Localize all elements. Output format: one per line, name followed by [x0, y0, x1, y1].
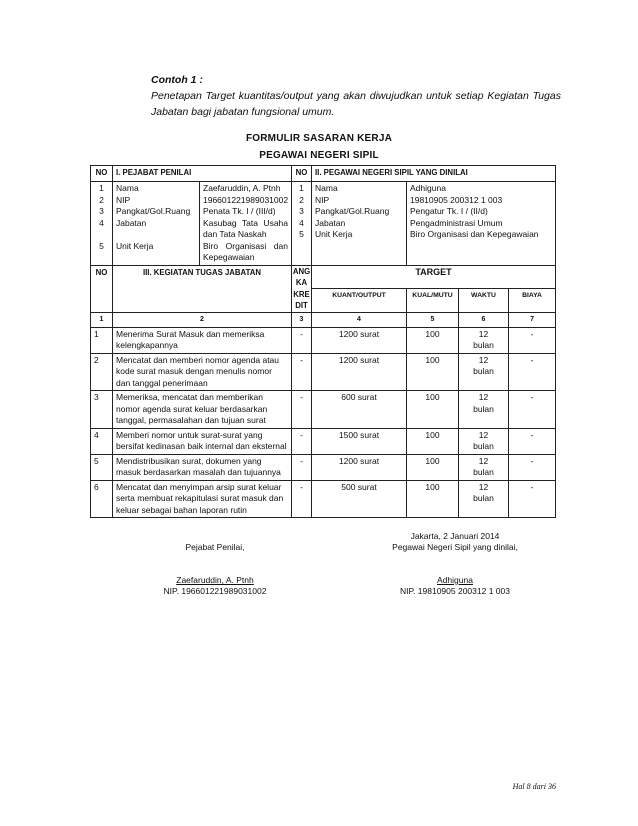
activity-row: 3 Memeriksa, mencatat dan memberikan nomor agenda surat keluar berdasarkan tanggal, permasalahan dan tujuan surat - 600 surat 100 12 bulan -	[91, 391, 556, 429]
sasaran-kerja-table	[90, 165, 556, 518]
dinilai-values	[407, 182, 556, 266]
dinilai-jabatan: Pengadministrasi Umum	[410, 217, 503, 228]
header-no-left: NO	[91, 166, 113, 182]
activity-description: Memberi nomor untuk surat-surat yang bersifat kedinasan baik internal dan eksternal	[113, 428, 292, 454]
pns-dinilai-title: Pegawai Negeri Sipil yang dinilai,	[392, 542, 518, 552]
dinilai-pangkat: Pengatur Tk. I / (II/d)	[410, 206, 488, 216]
form-title: FORMULIR SASARAN KERJA	[245, 133, 393, 144]
intro-body: Penetapan Target kuantitas/output yang akan diwujudkan untuk setiap Kegiatan Tugas Jabatan bagi jabatan fungsional umum.	[151, 90, 561, 118]
intro-section	[151, 72, 561, 120]
activity-description: Memeriksa, mencatat dan memberikan nomor agenda surat keluar berdasarkan tanggal, permasalahan dan tujuan surat	[113, 391, 292, 429]
page-number: Hal 8 dari 36	[512, 782, 556, 791]
activity-row: 5 Mendistribusikan surat, dokumen yang masuk berdasarkan masalah dan tujuannya - 1200 surat 100 12 bulan -	[91, 454, 556, 480]
column-number-row: 1 2 3 4 5 6 7	[91, 312, 556, 327]
activity-header-kegiatan: III. KEGIATAN TUGAS JABATAN	[113, 265, 292, 312]
subheader-kual: KUAL/MUTU	[407, 289, 459, 313]
header-row	[91, 166, 556, 182]
activity-description: Menerima Surat Masuk dan memeriksa kelengkapannya	[113, 327, 292, 353]
activity-header-no: NO	[91, 265, 113, 312]
activity-row: 2 Mencatat dan memberi nomor agenda atau kode surat masuk dengan menulis nomor dan tanggal penerimaan - 1200 surat 100 12 bulan -	[91, 353, 556, 391]
activity-header-target: TARGET	[312, 265, 556, 289]
place-date: Jakarta, 2 Januari 2014	[410, 531, 500, 541]
penilai-values	[200, 182, 292, 266]
label-jabatan: Jabatan	[116, 217, 147, 228]
penilai-labels	[113, 182, 200, 266]
header-pns-dinilai: II. PEGAWAI NEGERI SIPIL YANG DINILAI	[312, 166, 556, 182]
dinilai-labels: Nama NIP Pangkat/Gol.Ruang Jabatan Unit Kerja	[312, 182, 407, 266]
penilai-numbers: 1 2 3 4 5	[91, 182, 113, 266]
activity-description: Mencatat dan menyimpan arsip surat keluar serta membuat rekapitulasi surat masuk dan keluar sebagai bahan laporan rutin	[113, 480, 292, 518]
dinilai-nama: Adhiguna	[410, 183, 446, 193]
penilai-unit-kerja: Biro Organisasi dan Kepegawaian	[203, 240, 288, 262]
penilai-jabatan: Kasubag Tata Usaha dan Tata Naskah	[203, 217, 288, 239]
subheader-waktu: WAKTU	[459, 289, 509, 313]
form-subtitle: PEGAWAI NEGERI SIPIL	[259, 150, 379, 161]
activity-row: 1 Menerima Surat Masuk dan memeriksa kelengkapannya - 1200 surat 100 12 bulan -	[91, 327, 556, 353]
pns-dinilai-name: Adhiguna	[437, 575, 473, 585]
header-pejabat-penilai: I. PEJABAT PENILAI	[113, 166, 292, 182]
penilai-pangkat: Penata Tk. I / (III/d)	[203, 206, 276, 216]
dinilai-unit-kerja: Biro Organisasi dan Kepegawaian	[410, 229, 539, 239]
penilai-nama: Zaefaruddin, A. Ptnh	[203, 183, 281, 193]
header-no-right: NO	[292, 166, 312, 182]
activity-header-angka-kredit: ANG KA KRE DIT	[292, 266, 311, 310]
subheader-biaya: BIAYA	[509, 289, 556, 313]
label-pangkat: Pangkat/Gol.Ruang	[116, 206, 191, 216]
activity-description: Mendistribusikan surat, dokumen yang masuk berdasarkan masalah dan tujuannya	[113, 454, 292, 480]
pejabat-penilai-title: Pejabat Penilai,	[185, 542, 245, 552]
intro-heading: Contoh 1 :	[151, 74, 203, 86]
pejabat-penilai-nip: NIP. 196601221989031002	[163, 586, 267, 596]
subheader-kuant: KUANT/OUTPUT	[312, 289, 407, 313]
dinilai-numbers: 1 2 3 4 5	[292, 182, 312, 266]
activity-header-row	[91, 265, 556, 289]
label-unit-kerja: Unit Kerja	[116, 240, 154, 251]
label-nip: NIP	[116, 194, 131, 205]
label-nama: Nama	[116, 183, 139, 193]
activity-row: 4 Memberi nomor untuk surat-surat yang bersifat kedinasan baik internal dan eksternal - 1500 surat 100 12 bulan -	[91, 428, 556, 454]
activity-row: 6 Mencatat dan menyimpan arsip surat keluar serta membuat rekapitulasi surat masuk dan keluar sebagai bahan laporan rutin - 500 surat 100 12 bulan -	[91, 480, 556, 518]
identity-row	[91, 182, 556, 266]
penilai-nip: 196601221989031002	[203, 194, 289, 205]
dinilai-nip: 19810905 200312 1 003	[410, 194, 503, 205]
pejabat-penilai-name: Zaefaruddin, A. Ptnh	[176, 575, 254, 585]
pns-dinilai-nip: NIP. 19810905 200312 1 003	[400, 586, 510, 596]
activity-description: Mencatat dan memberi nomor agenda atau kode surat masuk dengan menulis nomor dan tanggal penerimaan	[113, 353, 292, 391]
